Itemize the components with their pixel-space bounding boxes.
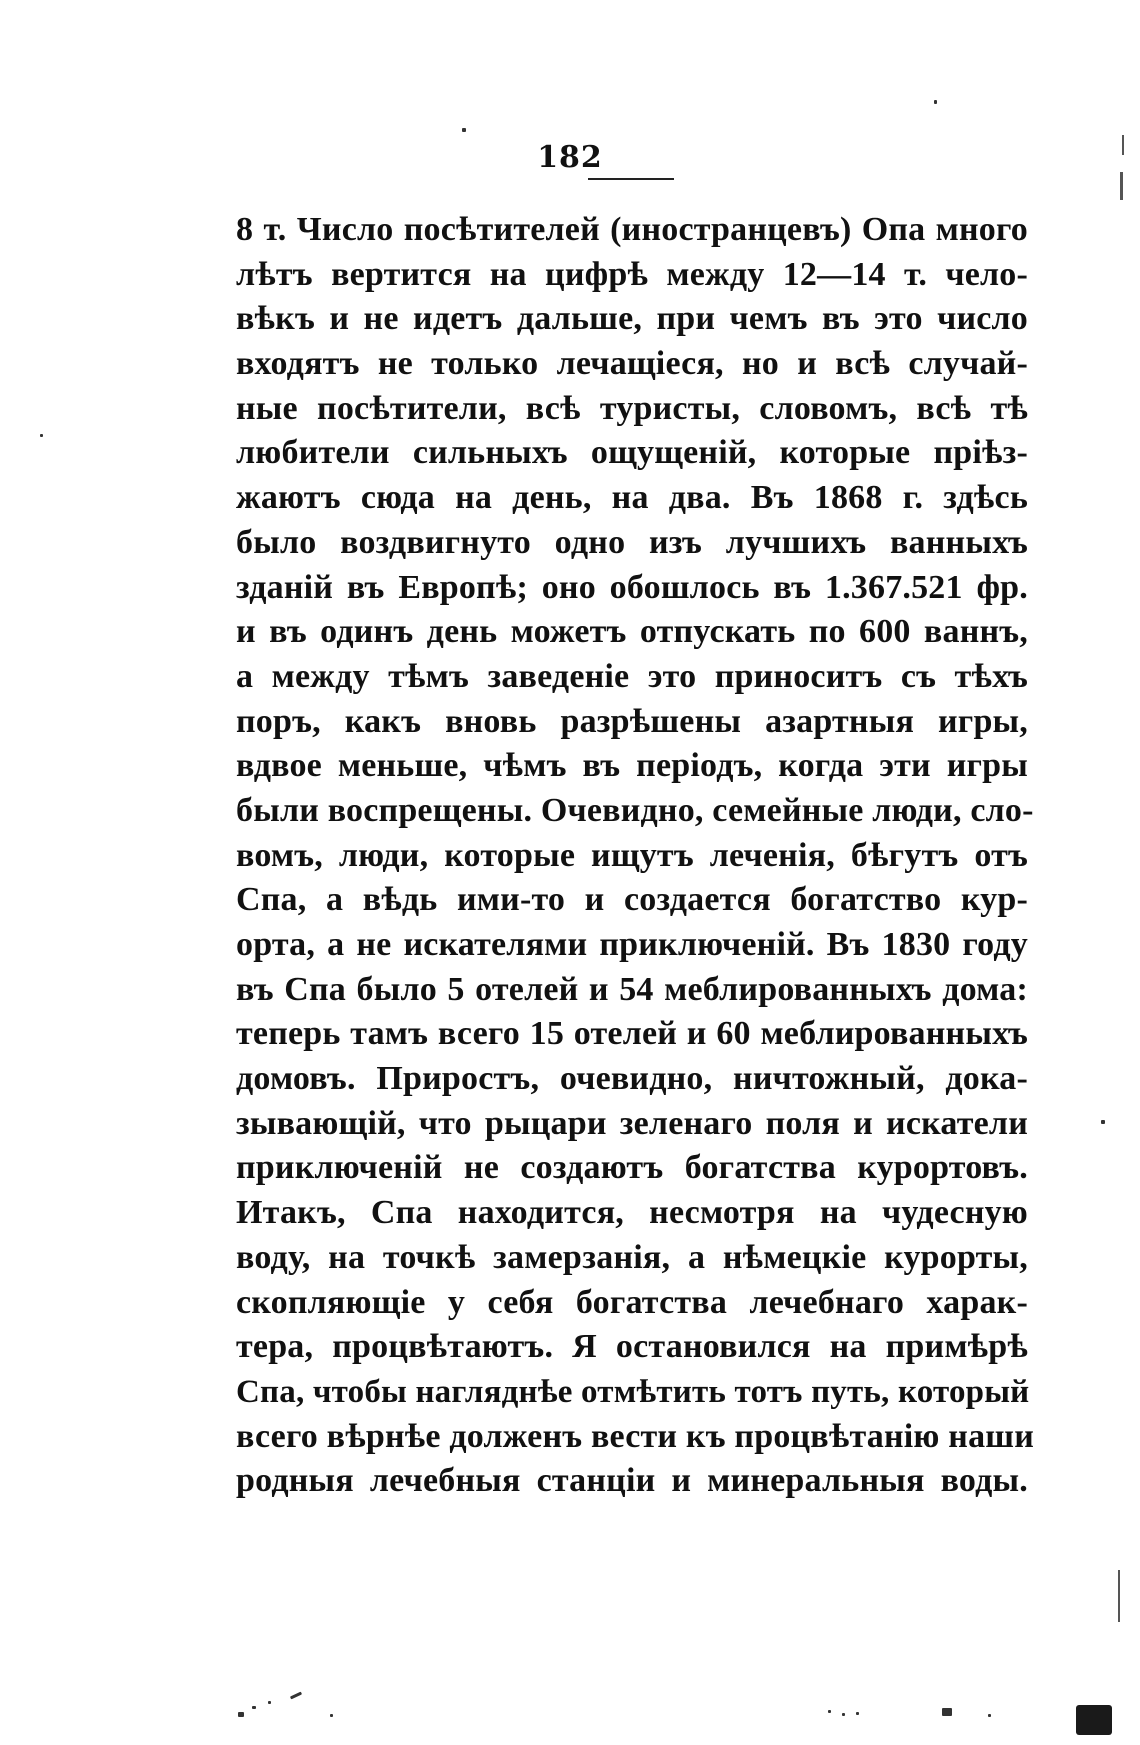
scan-edge-mark <box>1118 1570 1120 1622</box>
text-line-19: теперь тамъ всего 15 отелей и 60 меблированныхъ <box>236 1015 1028 1053</box>
page-number: 182 <box>537 140 603 175</box>
text-line-26: тера, процвѣтаютъ. Я остановился на примѣрѣ <box>236 1328 1028 1366</box>
scan-edge-mark <box>1122 135 1124 155</box>
text-line-22: приключеній не создаютъ богатства курортовъ. <box>236 1149 1028 1187</box>
text-line-16: Спа, а вѣдь ими-то и создается богатство кур- <box>236 881 1028 919</box>
scan-speck <box>988 1714 991 1717</box>
text-line-9: зданій въ Европѣ; оно обошлось въ 1.367.521 фр. <box>236 568 1028 606</box>
scan-speck <box>934 100 937 104</box>
text-line-8: было воздвигнуто одно изъ лучшихъ ванныхъ <box>236 523 1028 561</box>
text-line-6: любители сильныхъ ощущеній, которые пріѣз- <box>236 434 1028 472</box>
text-line-3: вѣкъ и не идетъ дальше, при чемъ въ это число <box>236 300 1028 338</box>
page-number-rule <box>588 178 674 180</box>
scan-speck <box>1076 1705 1112 1735</box>
text-line-24: воду, на точкѣ замерзанія, а нѣмецкіе курорты, <box>236 1238 1028 1276</box>
text-line-12: поръ, какъ вновь разрѣшены азартныя игры, <box>236 702 1028 740</box>
scan-speck <box>252 1706 256 1709</box>
text-line-17: орта, а не искателями приключеній. Въ 1830 году <box>236 926 1028 963</box>
text-line-29: родныя лечебныя станціи и минеральныя воды. <box>236 1462 1028 1500</box>
scan-speck <box>842 1713 845 1716</box>
scan-speck <box>330 1714 333 1717</box>
text-line-7: жаютъ сюда на день, на два. Въ 1868 г. здѣсь <box>236 479 1028 517</box>
scan-speck <box>1101 1120 1105 1124</box>
scan-edge-mark <box>1120 172 1123 200</box>
scan-speck <box>238 1712 244 1717</box>
body-text <box>236 208 1034 1504</box>
text-line-28: всего вѣрнѣе долженъ вести къ процвѣтанію наши <box>236 1417 1034 1455</box>
text-line-13: вдвое меньше, чѣмъ въ періодъ, когда эти игры <box>236 747 1028 785</box>
text-line-27: Спа, чтобы нагляднѣе отмѣтить тотъ путь, который <box>236 1373 1030 1410</box>
text-line-4: входятъ не только лечащіеся, но и всѣ случай- <box>236 345 1028 383</box>
text-line-18: въ Спа было 5 отелей и 54 меблированныхъ дома: <box>236 970 1028 1008</box>
text-line-10: и въ одинъ день можетъ отпускать по 600 ваннъ, <box>236 613 1028 651</box>
scan-speck <box>40 434 43 437</box>
text-line-14: были воспрещены. Очевидно, семейные люди, сло- <box>236 791 1034 829</box>
text-line-21: зывающій, что рыцари зеленаго поля и искатели <box>236 1104 1028 1142</box>
scan-speck <box>942 1708 952 1716</box>
scan-speck <box>856 1712 859 1715</box>
scan-speck <box>828 1710 831 1713</box>
text-line-5: ные посѣтители, всѣ туристы, словомъ, всѣ тѣ <box>236 389 1028 427</box>
text-line-25: скопляющіе у себя богатства лечебнаго харак- <box>236 1283 1028 1321</box>
text-line-11: а между тѣмъ заведеніе это приноситъ съ тѣхъ <box>236 657 1028 695</box>
scan-speck <box>268 1701 271 1704</box>
scan-speck <box>290 1692 302 1700</box>
text-line-20: домовъ. Приростъ, очевидно, ничтожный, дока- <box>236 1060 1028 1098</box>
text-line-1: 8 т. Число посѣтителей (иностранцевъ) Опа много <box>236 211 1028 248</box>
text-line-23: Итакъ, Спа находится, несмотря на чудесную <box>236 1194 1028 1232</box>
scan-speck <box>462 128 466 132</box>
text-line-15: вомъ, люди, которые ищутъ леченія, бѣгутъ отъ <box>236 836 1028 874</box>
text-line-2: лѣтъ вертится на цифрѣ между 12—14 т. чело- <box>236 255 1028 293</box>
